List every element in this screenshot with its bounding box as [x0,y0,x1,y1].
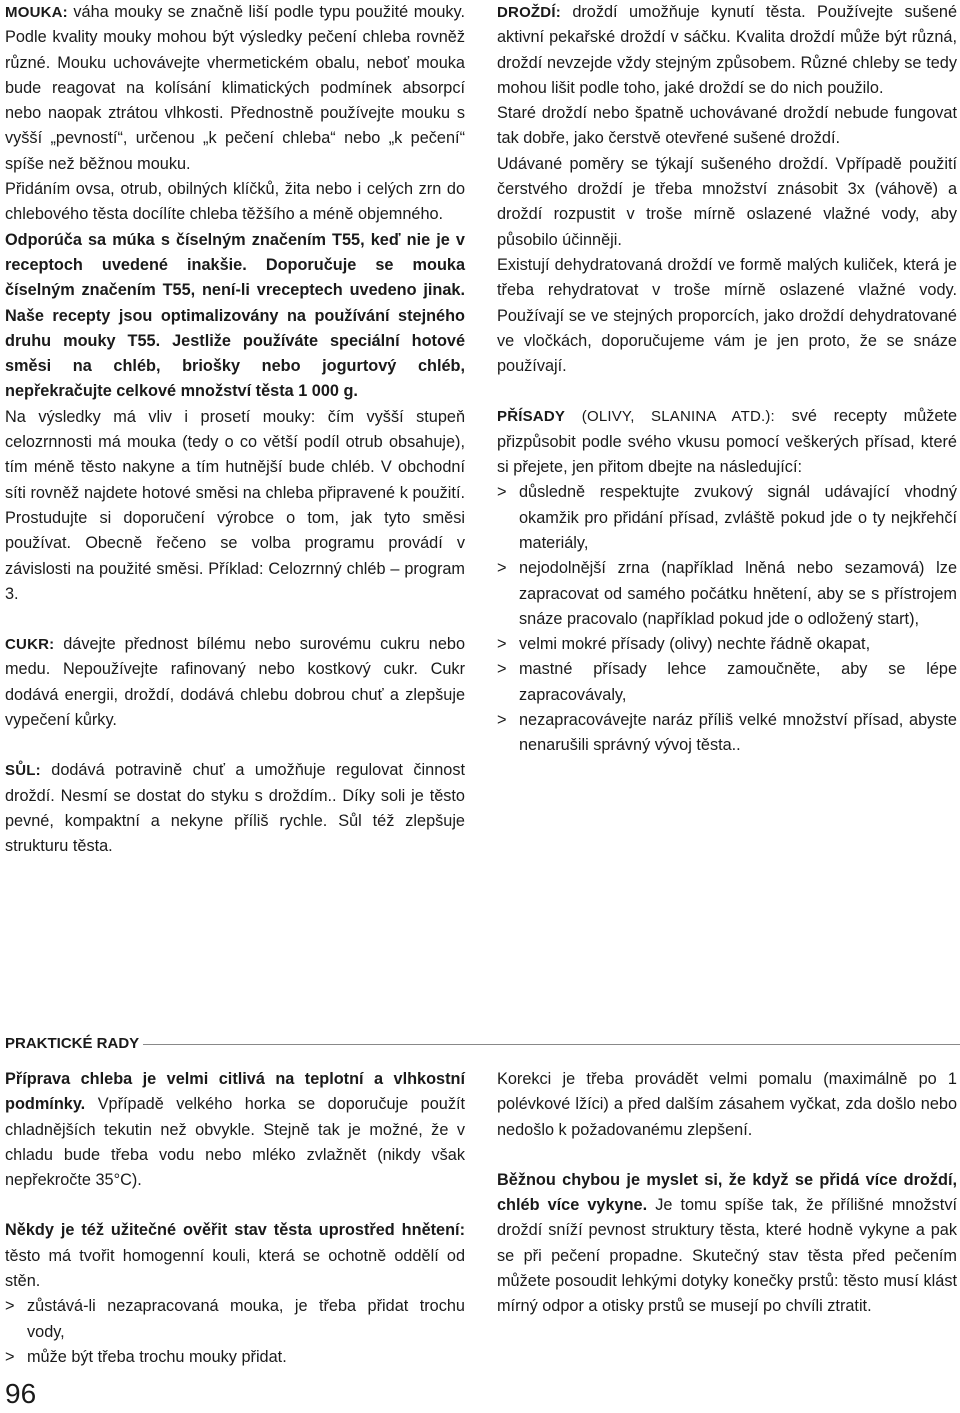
right-column [497,0,957,759]
mouka-t55-paragraph: Odporúča sa múka s číselným značením T55, keď nie je v receptoch uvedené inakšie. Doporučuje se mouka číselným značením T55, není-li vreceptech uvedeno jinak. Naše recepty jsou optimalizovány na používání stejného druhu mouky T55. Jestliže používáte speciální hotové směsi na chléb, briošky nebo jogurtový chléb, nepřekračujte celkové množství těsta 1 000 g. [5,230,465,401]
cukr-paragraph [5,632,465,733]
drozdi-dehydrated-paragraph: Existují dehydratovaná droždí ve formě malých kuliček, která je třeba rehydratovat v troše mírně oslazené vlažné vody. Používají se ve stejných proporcích, jako droždí dehydratované ve vločkách, doporučujeme vám je jen proto, že se snáze používají. [497,255,957,376]
left-column [5,0,465,860]
list-item [497,480,957,556]
drozdi-old-paragraph: Staré droždí nebo špatně uchovávané droždí nebude fungovat tak dobře, jako čerstvě otevřené sušené droždí. [497,104,957,148]
mouka-heading: MOUKA: [5,4,68,21]
bullet-marker: > [5,1347,15,1366]
list-item [5,1345,465,1370]
prisady-list [497,480,957,758]
list-item-text: zůstává-li nezapracovaná mouka, je třeba přidat trochu vody, [27,1297,465,1341]
drozdi-paragraph [497,0,957,101]
cukr-heading: CUKR: [5,636,55,654]
bullet-marker: > [497,711,507,730]
bullet-marker: > [5,1297,15,1316]
prakticke-rady-heading: PRAKTICKÉ RADY [5,1034,140,1052]
prakticke-kneading-paragraph [5,1218,465,1294]
list-item [497,556,957,632]
list-item-text: může být třeba trochu mouky přidat. [27,1347,287,1366]
list-item-text: důsledně respektujte zvukový signál udávající vhodný okamžik pro přidání přísad, zvláště pokud jde o ty nejkřehčí materiály, [519,483,957,552]
bullet-marker: > [497,635,507,654]
list-item-text: velmi mokré přísady (olivy) nechte řádně okapat, [519,635,871,654]
page-number: 96 [5,1378,37,1409]
list-item-text: nejodolnější zrna (například lněná nebo sezamová) lze zapracovat od samého počátku hnětení, aby se s přístrojem snáze pracovalo (například pokud jde o odložený start), [519,559,957,628]
prisady-heading-sub: (OLIVY, SLANINA ATD.): [581,408,775,426]
sul-text: dodává potravině chuť a umožňuje regulovat činnost droždí. Nesmí se dostat do styku s droždím.. Díky soli je těsto pevné, kompaktní a nekyne příliš rychle. Sůl též zlepšuje strukturu těsta. [5,761,465,856]
list-item-text: nezapracovávejte naráz příliš velké množství přísad, abyste nenarušili správný vývoj těsta.. [519,711,957,755]
prakticke-list [5,1294,465,1370]
prakticke-rady-title [5,1030,960,1056]
cukr-text: dávejte přednost bílému nebo surovému cukru nebo medu. Nepoužívejte rafinovaný nebo kostkový cukr. Cukr dodává energii, droždí, dodává chlebu dobrou chuť a zlepšuje vypečení kůrky. [5,635,465,730]
list-item [497,632,957,657]
sul-paragraph [5,758,465,859]
bullet-marker: > [497,559,507,578]
prakticke-yeast-text: Je tomu spíše tak, že přílišné množství droždí sníží pevnost struktury těsta, které hodně vykyne a pak se při pečení propadne. Skutečný stav těsta před pečením můžete posoudit lehkými dotyky konečky prstů: těsto musí klást mírný odpor a otisky prstů se musejí po chvíli ztratit. [497,1196,957,1316]
prakticke-kneading-bold: Někdy je též užitečné ověřit stav těsta uprostřed hnětení: [5,1221,465,1240]
drozdi-heading: DROŽDÍ: [497,4,561,21]
prakticke-temperature-bold: Příprava chleba je velmi citlivá na teplotní a vlhkostní podmínky. [5,1070,465,1114]
prakticke-temperature-paragraph [5,1067,465,1193]
list-item [497,708,957,759]
list-item [497,657,957,708]
prisady-heading: PŘÍSADY [497,408,566,426]
prakticke-left-column [5,1067,465,1370]
prisady-intro: své recepty můžete přizpůsobit podle svého vkusu pomocí veškerých přísad, které si přejete, jen přitom dbejte na následující: [497,407,957,477]
bullet-marker: > [497,483,507,502]
prakticke-kneading-text: těsto má tvořit homogenní kouli, která se ochotně oddělí od stěn. [5,1246,465,1291]
sul-heading: SŮL: [5,762,41,780]
prakticke-yeast-paragraph [497,1168,957,1320]
prakticke-right-column [497,1067,957,1320]
prisady-paragraph [497,404,957,480]
drozdi-text: droždí umožňuje kynutí těsta. Používejte sušené aktivní pekařské droždí v sáčku. Kvalita droždí může být různá, droždí nevzejde vždy stejným způsobem. Různé chleby se tedy mohou lišit podle toho, jaké droždí se do nich použilo. [497,3,957,97]
mouka-text: váha mouky se značně liší podle typu použité mouky. Podle kvality mouky mohou být výsledky pečení chleba rovněž různé. Mouku uchovávejte vhermetickém obalu, neboť mouka bude reagovat na kolísání klimatických podmínek absorpcí nebo naopak ztrátou vlhkosti. Přednostně používejte mouku s vyšší „pevností“, určenou „k pečení chleba“ nebo „k pečení“ spíše než běžnou mouku. [5,3,465,173]
bullet-marker: > [497,660,507,679]
prakticke-temperature-text: Vpřípadě velkého horka se doporučuje použít chladnějších tekutin než obvykle. Stejně tak je možné, že v chladu bude třeba vodu nebo mléko zvlažnět (nikdy však nepřekročte 35°C). [5,1095,466,1190]
prakticke-yeast-bold: Běžnou chybou je myslet si, že když se přidá více droždí, chléb více vykyne. [497,1170,957,1215]
drozdi-ratio-paragraph: Udávané poměry se týkají sušeného droždí. Vpřípadě použití čerstvého droždí je třeba množství znásobit 3x (váhově) a droždí rozpustit v troše mírně oslazené vlažné vody, aby působilo účinněji. [497,154,957,249]
mouka-paragraph [5,0,465,177]
mouka-sifting-paragraph: Na výsledky má vliv i prosetí mouky: čím vyšší stupeň celozrnnosti má mouka (tedy o co větší podíl otrub obsahuje), tím méně těsto nakyne a tím hutnější bude chléb. V obchodní síti rovněž najdete hotové směsi na chleba připravené k použití. Prostudujte si doporučení výrobce o tom, jak tyto směsi používat. Obecně řečeno se volba programu provádí v závislosti na použité směsi. Příklad: Celozrnný chléb – program 3. [5,407,465,603]
mouka-oats-paragraph: Přidáním ovsa, otrub, obilných klíčků, žita nebo i celých zrn do chlebového těsta docílíte chleba těžšího a méně objemného. [5,180,465,224]
list-item-text: mastné přísady lehce zamoučněte, aby se lépe zapracovávaly, [519,660,957,704]
list-item [5,1294,465,1345]
prakticke-correction-paragraph: Korekci je třeba provádět velmi pomalu (maximálně po 1 polévkové lžíci) a před dalším zásahem vyčkat, zda došlo nebo nedošlo k požadovanému zlepšení. [497,1070,957,1139]
title-rule [143,1044,960,1045]
